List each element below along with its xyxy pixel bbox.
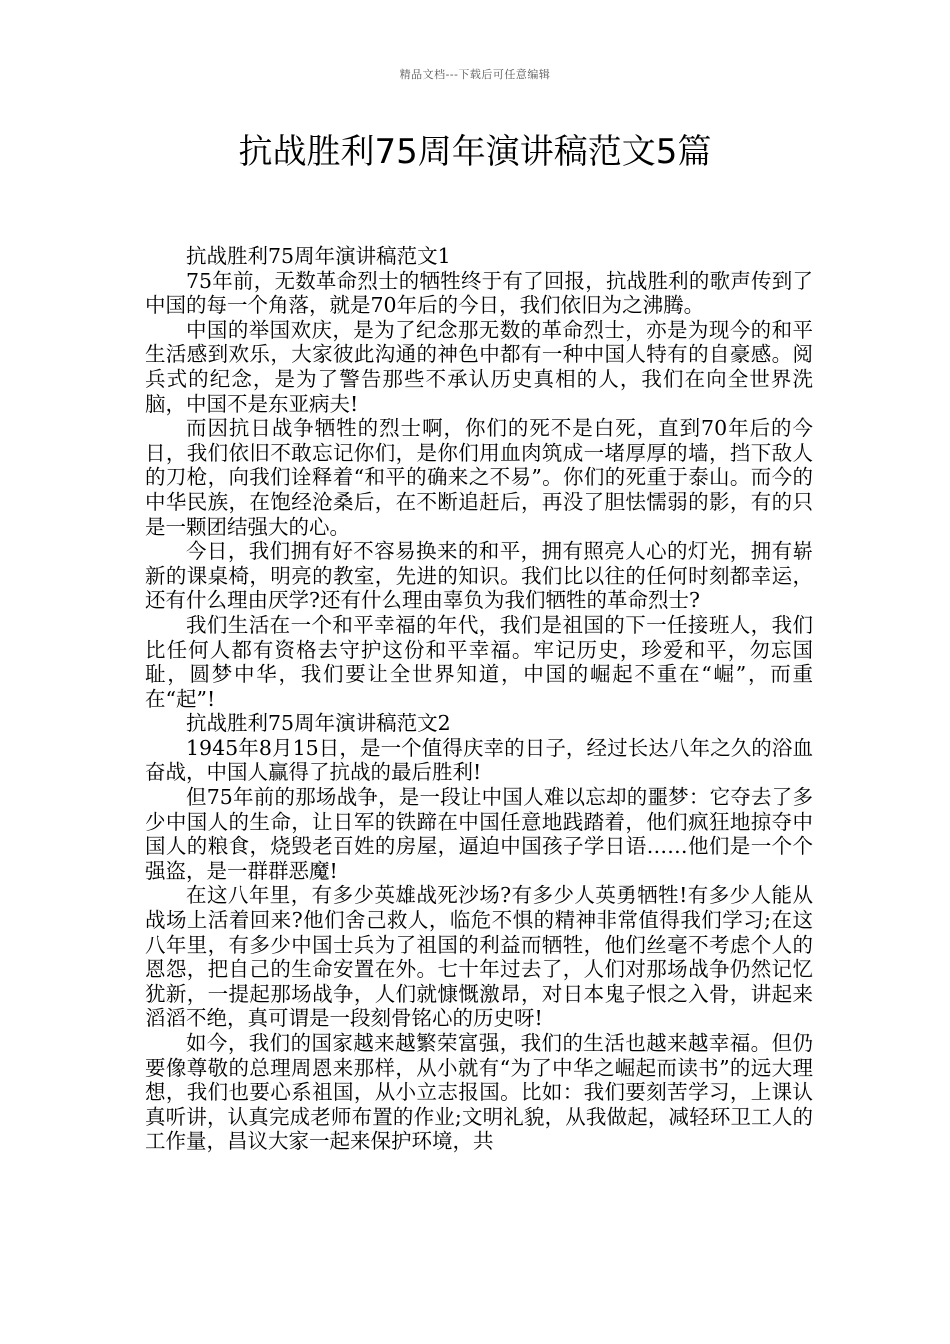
paragraph: 我们生活在一个和平幸福的年代，我们是祖国的下一任接班人，我们比任何人都有资格去守护这份和平幸福。牢记历史，珍爱和平，勿忘国耻，圆梦中华，我们要让全世界知道，中国的崛起不重在“崛”，而重在“起”! (145, 612, 813, 711)
section-heading-1: 抗战胜利75周年演讲稿范文1 (186, 244, 451, 268)
paragraph: 在这八年里，有多少英雄战死沙场?有多少人英勇牺牲!有多少人能从战场上活着回来?他们舍己救人，临危不惧的精神非常值得我们学习;在这八年里，有多少中国士兵为了祖国的利益而牺牲，他们丝毫不考虑个人的恩怨，把自己的生命安置在外。七十年过去了，人们对那场战争仍然记忆犹新，一提起那场战争，人们就慷慨激昂，对日本鬼子恨之入骨，讲起来滔滔不绝，真可谓是一段刻骨铭心的历史呀! (145, 883, 813, 1031)
paragraph: 如今，我们的国家越来越繁荣富强，我们的生活也越来越幸福。但仍要像尊敬的总理周恩来那样，从小就有“为了中华之崛起而读书”的远大理想，我们也要心系祖国，从小立志报国。比如：我们要刻苦学习，上课认真听讲，认真完成老师布置的作业;文明礼貌，从我做起，减轻环卫工人的工作量，昌议大家一起来保护环境，共 (145, 1031, 813, 1154)
paragraph: 但75年前的那场战争，是一段让中国人难以忘却的噩梦：它夺去了多少中国人的生命，让日军的铁蹄在中国任意地践踏着，他们疯狂地掠夺中国人的粮食，烧毁老百姓的房屋，逼迫中国孩子学日语……他们是一个个强盗，是一群群恶魔! (145, 785, 813, 883)
document-title: 抗战胜利75周年演讲稿范文5篇 (238, 132, 712, 172)
paragraph: 75年前，无数革命烈士的牺牲终于有了回报，抗战胜利的歌声传到了中国的每一个角落，就是70年后的今日，我们依旧为之沸腾。 (145, 268, 813, 318)
paragraph: 1945年8月15日，是一个值得庆幸的日子，经过长达八年之久的浴血奋战，中国人赢得了抗战的最后胜利! (145, 735, 813, 785)
paragraph: 今日，我们拥有好不容易换来的和平，拥有照亮人心的灯光，拥有崭新的课桌椅，明亮的教室，先进的知识。我们比以往的任何时刻都幸运，还有什么理由厌学?还有什么理由辜负为我们牺牲的革命烈士? (145, 539, 813, 613)
paragraph: 而因抗日战争牺牲的烈士啊，你们的死不是白死，直到70年后的今日，我们依旧不敢忘记你们，是你们用血肉筑成一堵厚厚的墙，挡下敌人的刀枪，向我们诠释着“和平的确来之不易”。你们的死重于泰山。而今的中华民族，在饱经沧桑后，在不断追赶后，再没了胆怯懦弱的影，有的只是一颗团结强大的心。 (145, 416, 813, 539)
section-heading-2: 抗战胜利75周年演讲稿范文2 (186, 711, 451, 736)
paragraph: 中国的举国欢庆，是为了纪念那无数的革命烈士，亦是为现今的和平生活感到欢乐，大家彼此沟通的神色中都有一种中国人特有的自豪感。阅兵式的纪念，是为了警告那些不承认历史真相的人，我们在向全世界洗脑，中国不是东亚病夫! (145, 317, 813, 416)
header-note: 精品文档---下载后可任意编辑 (399, 68, 551, 81)
document-body (145, 244, 813, 1154)
